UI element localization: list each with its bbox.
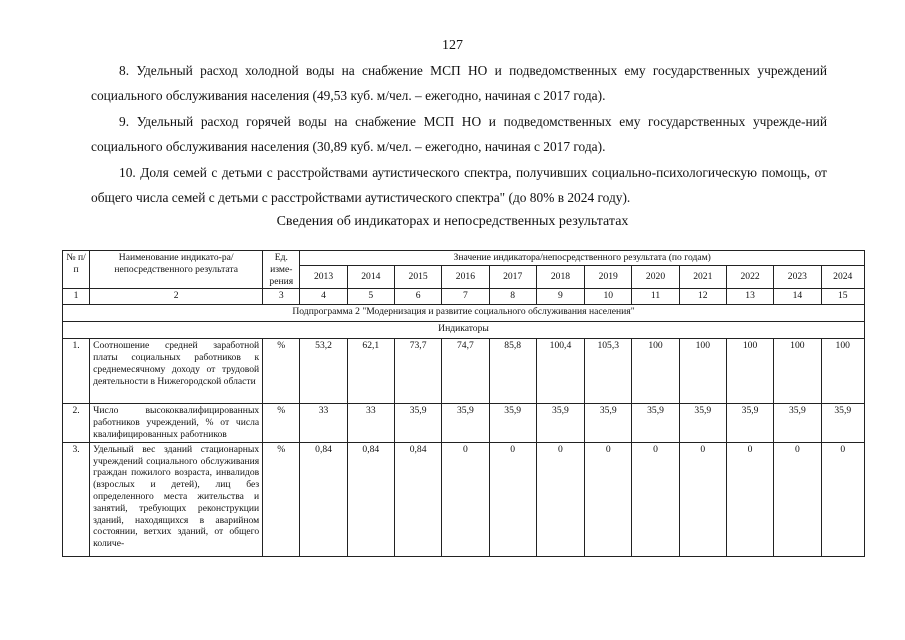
row-number: 3. [63, 442, 90, 556]
paragraph-10: 10. Доля семей с детьми с расстройствами аутистического спектра, получивших социально-психологическую помощь, от общего числа семей с детьми с расстройствами аутистического спектра" (до 80% в 2024 году). [91, 165, 827, 205]
subprogram-heading: Подпрограмма 2 "Модернизация и развитие социального обслуживания населения" [63, 305, 865, 322]
indicator-value: 35,9 [442, 404, 489, 442]
indicator-value: 0 [489, 442, 536, 556]
header-year: 2018 [536, 266, 584, 289]
indicator-value: 0 [442, 442, 489, 556]
header-year: 2021 [679, 266, 726, 289]
indicators-table [62, 250, 865, 557]
header-year: 2020 [632, 266, 679, 289]
header-values-group: Значение индикатора/непосредственного результата (по годам) [300, 251, 865, 266]
indicator-value: 33 [347, 404, 394, 442]
indicator-value: 0 [632, 442, 679, 556]
indicator-value: 0 [774, 442, 821, 556]
indicator-name: Удельный вес зданий стационарных учреждений социального обслуживания граждан пожилого возраста, инвалидов (взрослых и детей), лиц без определенного места жительства и занятий, требующих реконструкции зданий, находящихся в аварийном состоянии, ветхих зданий, от общего количе- [90, 442, 263, 556]
indicator-value: 0,84 [300, 442, 347, 556]
indicators-table-container [62, 250, 865, 557]
header-year: 2023 [774, 266, 821, 289]
column-number: 7 [442, 289, 489, 305]
header-year: 2022 [726, 266, 773, 289]
indicator-value: 0 [821, 442, 865, 556]
header-year: 2017 [489, 266, 536, 289]
indicator-value: 100 [821, 339, 865, 404]
indicator-value: 35,9 [821, 404, 865, 442]
table-row [63, 404, 865, 442]
indicator-name: Соотношение средней заработной платы социальных работников к среднемесячному доходу от трудовой деятельности в Нижегородской области [90, 339, 263, 404]
indicator-value: 0,84 [394, 442, 441, 556]
indicators-heading: Индикаторы [63, 322, 865, 339]
column-number: 6 [394, 289, 441, 305]
column-number: 5 [347, 289, 394, 305]
indicator-value: 0,84 [347, 442, 394, 556]
table-row [63, 339, 865, 404]
indicator-value: 105,3 [585, 339, 632, 404]
indicator-value: 35,9 [774, 404, 821, 442]
indicator-unit: % [263, 339, 300, 404]
indicator-value: 100 [726, 339, 773, 404]
indicator-value: 53,2 [300, 339, 347, 404]
indicator-unit: % [263, 442, 300, 556]
indicator-value: 62,1 [347, 339, 394, 404]
indicator-value: 100 [774, 339, 821, 404]
indicator-value: 35,9 [489, 404, 536, 442]
header-num: № п/п [63, 251, 90, 289]
column-number: 4 [300, 289, 347, 305]
indicator-value: 0 [679, 442, 726, 556]
column-number: 12 [679, 289, 726, 305]
indicator-name: Число высококвалифицированных работников учреждений, % от числа квалифицированных работников [90, 404, 263, 442]
table-title: Сведения об индикаторах и непосредственных результатах [276, 214, 629, 229]
indicator-value: 0 [585, 442, 632, 556]
header-year: 2013 [300, 266, 347, 289]
column-numbers-row [63, 289, 865, 305]
indicator-value: 74,7 [442, 339, 489, 404]
column-number: 1 [63, 289, 90, 305]
header-year: 2015 [394, 266, 441, 289]
page-number: 127 [442, 38, 463, 53]
indicator-value: 85,8 [489, 339, 536, 404]
table-row [63, 442, 865, 556]
indicator-value: 35,9 [679, 404, 726, 442]
header-year: 2019 [585, 266, 632, 289]
indicator-value: 100,4 [536, 339, 584, 404]
header-year: 2016 [442, 266, 489, 289]
indicator-value: 100 [632, 339, 679, 404]
row-number: 2. [63, 404, 90, 442]
indicator-value: 35,9 [394, 404, 441, 442]
column-number: 2 [90, 289, 263, 305]
column-number: 9 [536, 289, 584, 305]
column-number: 8 [489, 289, 536, 305]
indicator-value: 33 [300, 404, 347, 442]
header-year: 2014 [347, 266, 394, 289]
column-number: 11 [632, 289, 679, 305]
header-name: Наименование индикато-ра/непосредственного результата [90, 251, 263, 289]
column-number: 10 [585, 289, 632, 305]
row-number: 1. [63, 339, 90, 404]
indicator-value: 0 [726, 442, 773, 556]
header-unit: Ед. изме-рения [263, 251, 300, 289]
indicator-value: 0 [536, 442, 584, 556]
indicator-value: 35,9 [536, 404, 584, 442]
column-number: 14 [774, 289, 821, 305]
paragraph-8: 8. Удельный расход холодной воды на снабжение МСП НО и подведомственных ему государственных учреждений социального обслуживания населения (49,53 куб. м/чел. – ежегодно, начиная с 2017 года). [91, 63, 827, 103]
indicator-unit: % [263, 404, 300, 442]
indicator-value: 100 [679, 339, 726, 404]
indicator-value: 35,9 [585, 404, 632, 442]
paragraph-9: 9. Удельный расход горячей воды на снабжение МСП НО и подведомственных ему государственных учрежде-ний социального обслуживания населения (30,89 куб. м/чел. – ежегодно, начиная с 2017 года). [91, 114, 827, 154]
indicator-value: 73,7 [394, 339, 441, 404]
indicator-value: 35,9 [726, 404, 773, 442]
header-year: 2024 [821, 266, 865, 289]
column-number: 3 [263, 289, 300, 305]
indicator-value: 35,9 [632, 404, 679, 442]
column-number: 15 [821, 289, 865, 305]
column-number: 13 [726, 289, 773, 305]
